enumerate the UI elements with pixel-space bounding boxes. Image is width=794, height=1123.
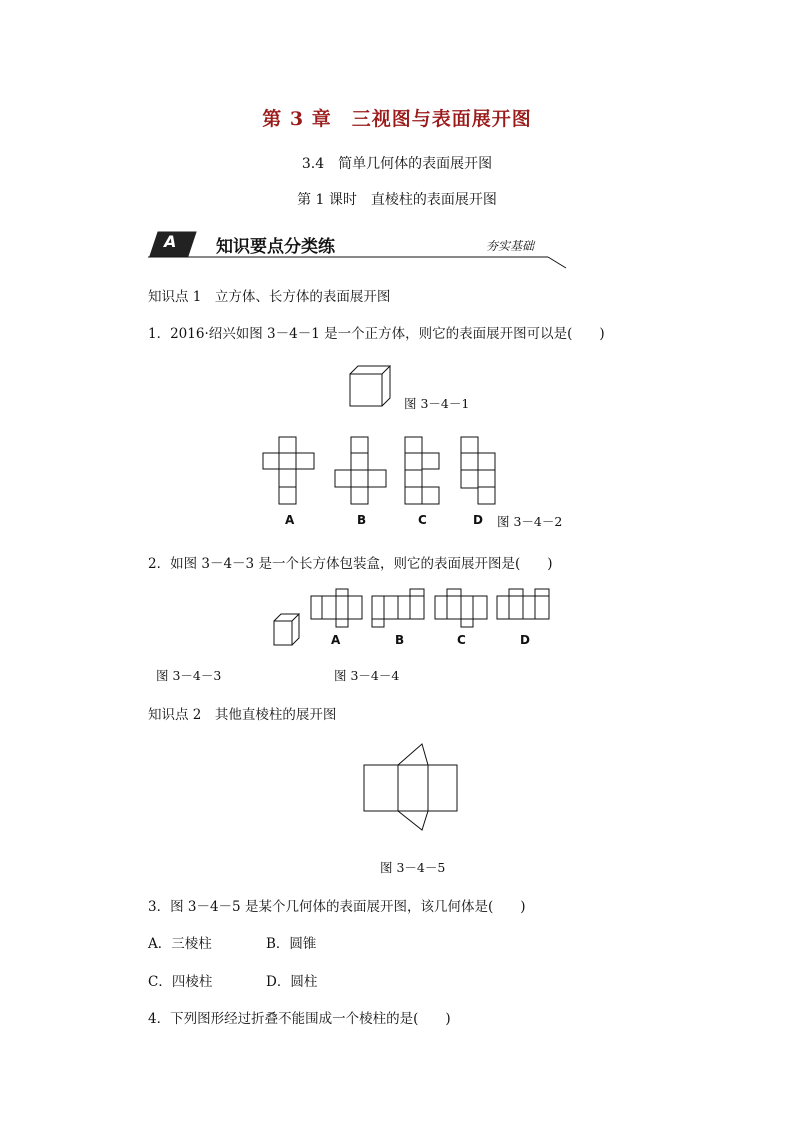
fig-342-caption: 图 3－4－2 — [497, 514, 563, 529]
q1-label-a: A — [285, 513, 295, 527]
fig-341-caption: 图 3－4－1 — [404, 396, 470, 411]
question-3-text: 3．图 3－4－5 是某个几何体的表面展开图，该几何体是( ) — [148, 899, 526, 915]
q1-net-b — [334, 436, 388, 506]
banner-subtitle: 夯实基础 — [486, 239, 535, 253]
question-4-text: 4．下列图形经过折叠不能围成一个棱柱的是( ) — [148, 1011, 451, 1027]
q2-label-d: D — [520, 633, 530, 647]
section-title: 3.4 简单几何体的表面展开图 — [301, 156, 493, 172]
banner-badge-letter: A — [164, 232, 177, 251]
banner-title: 知识要点分类练 — [216, 237, 335, 257]
question-1-text: 1．2016·绍兴如图 3－4－1 是一个正方体，则它的表面展开图可以是( ) — [148, 326, 605, 342]
q2-label-b: B — [395, 633, 405, 647]
fig-344-caption: 图 3－4－4 — [334, 668, 400, 683]
q1-net-d — [460, 436, 500, 506]
cube-figure — [348, 364, 394, 408]
q2-label-a: A — [331, 633, 341, 647]
q3-option-a[interactable]: A．三棱柱 — [148, 936, 212, 952]
q2-net-b — [370, 588, 428, 630]
q2-net-c — [434, 588, 492, 630]
fig-343-caption: 图 3－4－3 — [156, 668, 222, 683]
knowledge-point-1: 知识点 1 立方体、长方体的表面展开图 — [148, 289, 391, 305]
prism-net-figure — [362, 742, 460, 832]
q1-label-c: C — [418, 513, 427, 527]
q3-option-b[interactable]: B．圆锥 — [266, 936, 317, 952]
q1-label-b: B — [357, 513, 367, 527]
q1-label-d: D — [473, 513, 483, 527]
q2-net-a — [310, 588, 364, 630]
knowledge-point-2: 知识点 2 其他直棱柱的展开图 — [148, 707, 337, 723]
banner-underline-tail — [548, 257, 566, 268]
q2-label-c: C — [457, 633, 466, 647]
q3-option-d[interactable]: D．圆柱 — [266, 974, 318, 990]
q3-option-c[interactable]: C．四棱柱 — [148, 974, 213, 990]
question-2-text: 2．如图 3－4－3 是一个长方体包装盒，则它的表面展开图是( ) — [148, 556, 553, 572]
q1-net-c — [404, 436, 444, 506]
fig-345-caption: 图 3－4－5 — [380, 860, 446, 875]
q2-net-d — [496, 588, 554, 630]
lesson-title: 第 1 课时 直棱柱的表面展开图 — [297, 192, 497, 208]
box-figure — [272, 611, 302, 647]
chapter-title: 第 3 章 三视图与表面展开图 — [262, 108, 532, 130]
q1-net-a — [262, 436, 316, 506]
